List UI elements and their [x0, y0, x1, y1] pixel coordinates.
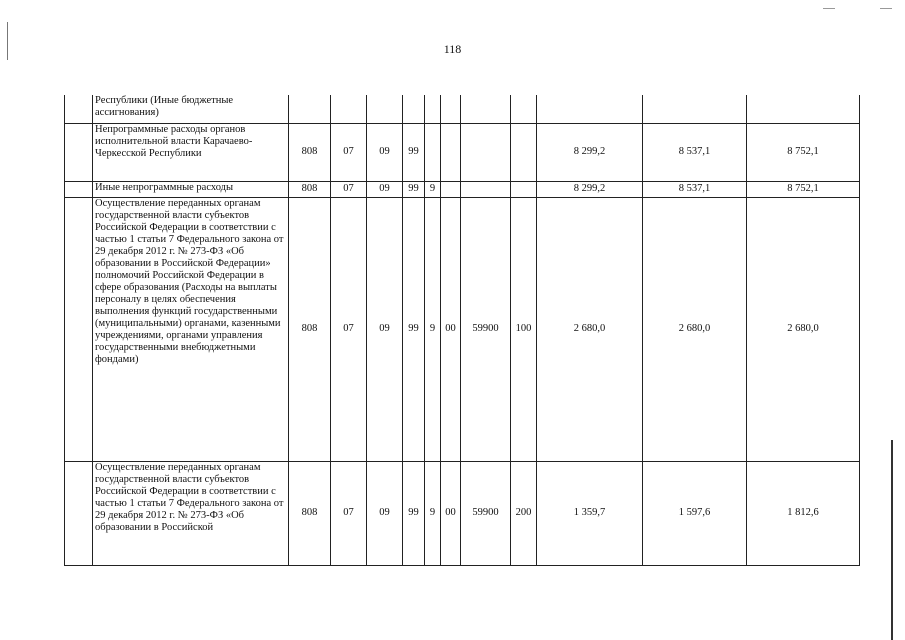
- scan-mark: [880, 8, 892, 9]
- budget-table: [64, 95, 860, 566]
- code-ved: 808: [289, 197, 331, 461]
- code-cs-subprogram: [425, 123, 441, 181]
- code-cs-program: 99: [403, 123, 425, 181]
- code-vr: [511, 181, 537, 197]
- code-cs-event: [441, 181, 461, 197]
- amount-year-3: 8 752,1: [747, 181, 860, 197]
- code-cs-subprogram: 9: [425, 461, 441, 565]
- row-marker-cell: [65, 95, 93, 123]
- amount-year-3: 2 680,0: [747, 197, 860, 461]
- table-row: [65, 181, 860, 197]
- code-cs-subprogram: 9: [425, 197, 441, 461]
- amount-year-1: 8 299,2: [537, 123, 643, 181]
- amount-year-3: 1 812,6: [747, 461, 860, 565]
- code-cs-subprogram: [425, 95, 441, 123]
- code-cs-event: [441, 123, 461, 181]
- amount-year-2: 2 680,0: [643, 197, 747, 461]
- code-cs-direction: [461, 181, 511, 197]
- code-pr: 09: [367, 197, 403, 461]
- code-cs-direction: 59900: [461, 197, 511, 461]
- code-pr: 09: [367, 123, 403, 181]
- table-row: [65, 95, 860, 123]
- code-cs-subprogram: 9: [425, 181, 441, 197]
- code-rz: 07: [331, 181, 367, 197]
- page-edge-line: [891, 440, 893, 640]
- code-vr: 200: [511, 461, 537, 565]
- code-cs-event: [441, 95, 461, 123]
- row-marker-cell: [65, 123, 93, 181]
- code-cs-program: 99: [403, 181, 425, 197]
- code-cs-event: 00: [441, 461, 461, 565]
- amount-year-1: 1 359,7: [537, 461, 643, 565]
- code-cs-program: 99: [403, 461, 425, 565]
- scan-mark: [823, 8, 835, 9]
- code-rz: 07: [331, 123, 367, 181]
- code-ved: 808: [289, 181, 331, 197]
- code-pr: 09: [367, 461, 403, 565]
- code-cs-program: [403, 95, 425, 123]
- row-marker-cell: [65, 461, 93, 565]
- row-name: Непрограммные расходы органов исполнительной власти Карачаево-Черкесской Республики: [93, 123, 289, 181]
- code-vr: [511, 123, 537, 181]
- row-marker-cell: [65, 197, 93, 461]
- amount-year-2: [643, 95, 747, 123]
- code-ved: [289, 95, 331, 123]
- code-vr: 100: [511, 197, 537, 461]
- code-rz: 07: [331, 461, 367, 565]
- row-name: Осуществление переданных органам государственной власти субъектов Российской Федерации в соответствии с частью 1 статьи 7 Федерального закона от 29 декабря 2012 г. № 273-ФЗ «Об образовании в Российской Федерации» полномочий Российской Федерации в сфере образования (Расходы на выплаты персоналу в целях обеспечения выполнения функций государственными (муниципальными) органами, казенными учреждениями, органами управления государственными внебюджетными фондами): [93, 197, 289, 461]
- code-ved: 808: [289, 461, 331, 565]
- page-number: 118: [443, 42, 462, 56]
- amount-year-2: 8 537,1: [643, 123, 747, 181]
- amount-year-3: 8 752,1: [747, 123, 860, 181]
- table-row: [65, 123, 860, 181]
- code-cs-event: 00: [441, 197, 461, 461]
- amount-year-3: [747, 95, 860, 123]
- code-pr: [367, 95, 403, 123]
- code-cs-program: 99: [403, 197, 425, 461]
- code-rz: [331, 95, 367, 123]
- row-name: Республики (Иные бюджетные ассигнования): [93, 95, 289, 123]
- amount-year-2: 8 537,1: [643, 181, 747, 197]
- amount-year-1: 2 680,0: [537, 197, 643, 461]
- row-name: Осуществление переданных органам государственной власти субъектов Российской Федерации в соответствии с частью 1 статьи 7 Федерального закона от 29 декабря 2012 г. № 273-ФЗ «Об образовании в Российской: [93, 461, 289, 565]
- table-row: [65, 197, 860, 461]
- table-row: [65, 461, 860, 565]
- code-vr: [511, 95, 537, 123]
- code-cs-direction: [461, 123, 511, 181]
- code-cs-direction: [461, 95, 511, 123]
- code-cs-direction: 59900: [461, 461, 511, 565]
- amount-year-2: 1 597,6: [643, 461, 747, 565]
- amount-year-1: 8 299,2: [537, 181, 643, 197]
- code-pr: 09: [367, 181, 403, 197]
- code-rz: 07: [331, 197, 367, 461]
- row-marker-cell: [65, 181, 93, 197]
- row-name: Иные непрограммные расходы: [93, 181, 289, 197]
- amount-year-1: [537, 95, 643, 123]
- code-ved: 808: [289, 123, 331, 181]
